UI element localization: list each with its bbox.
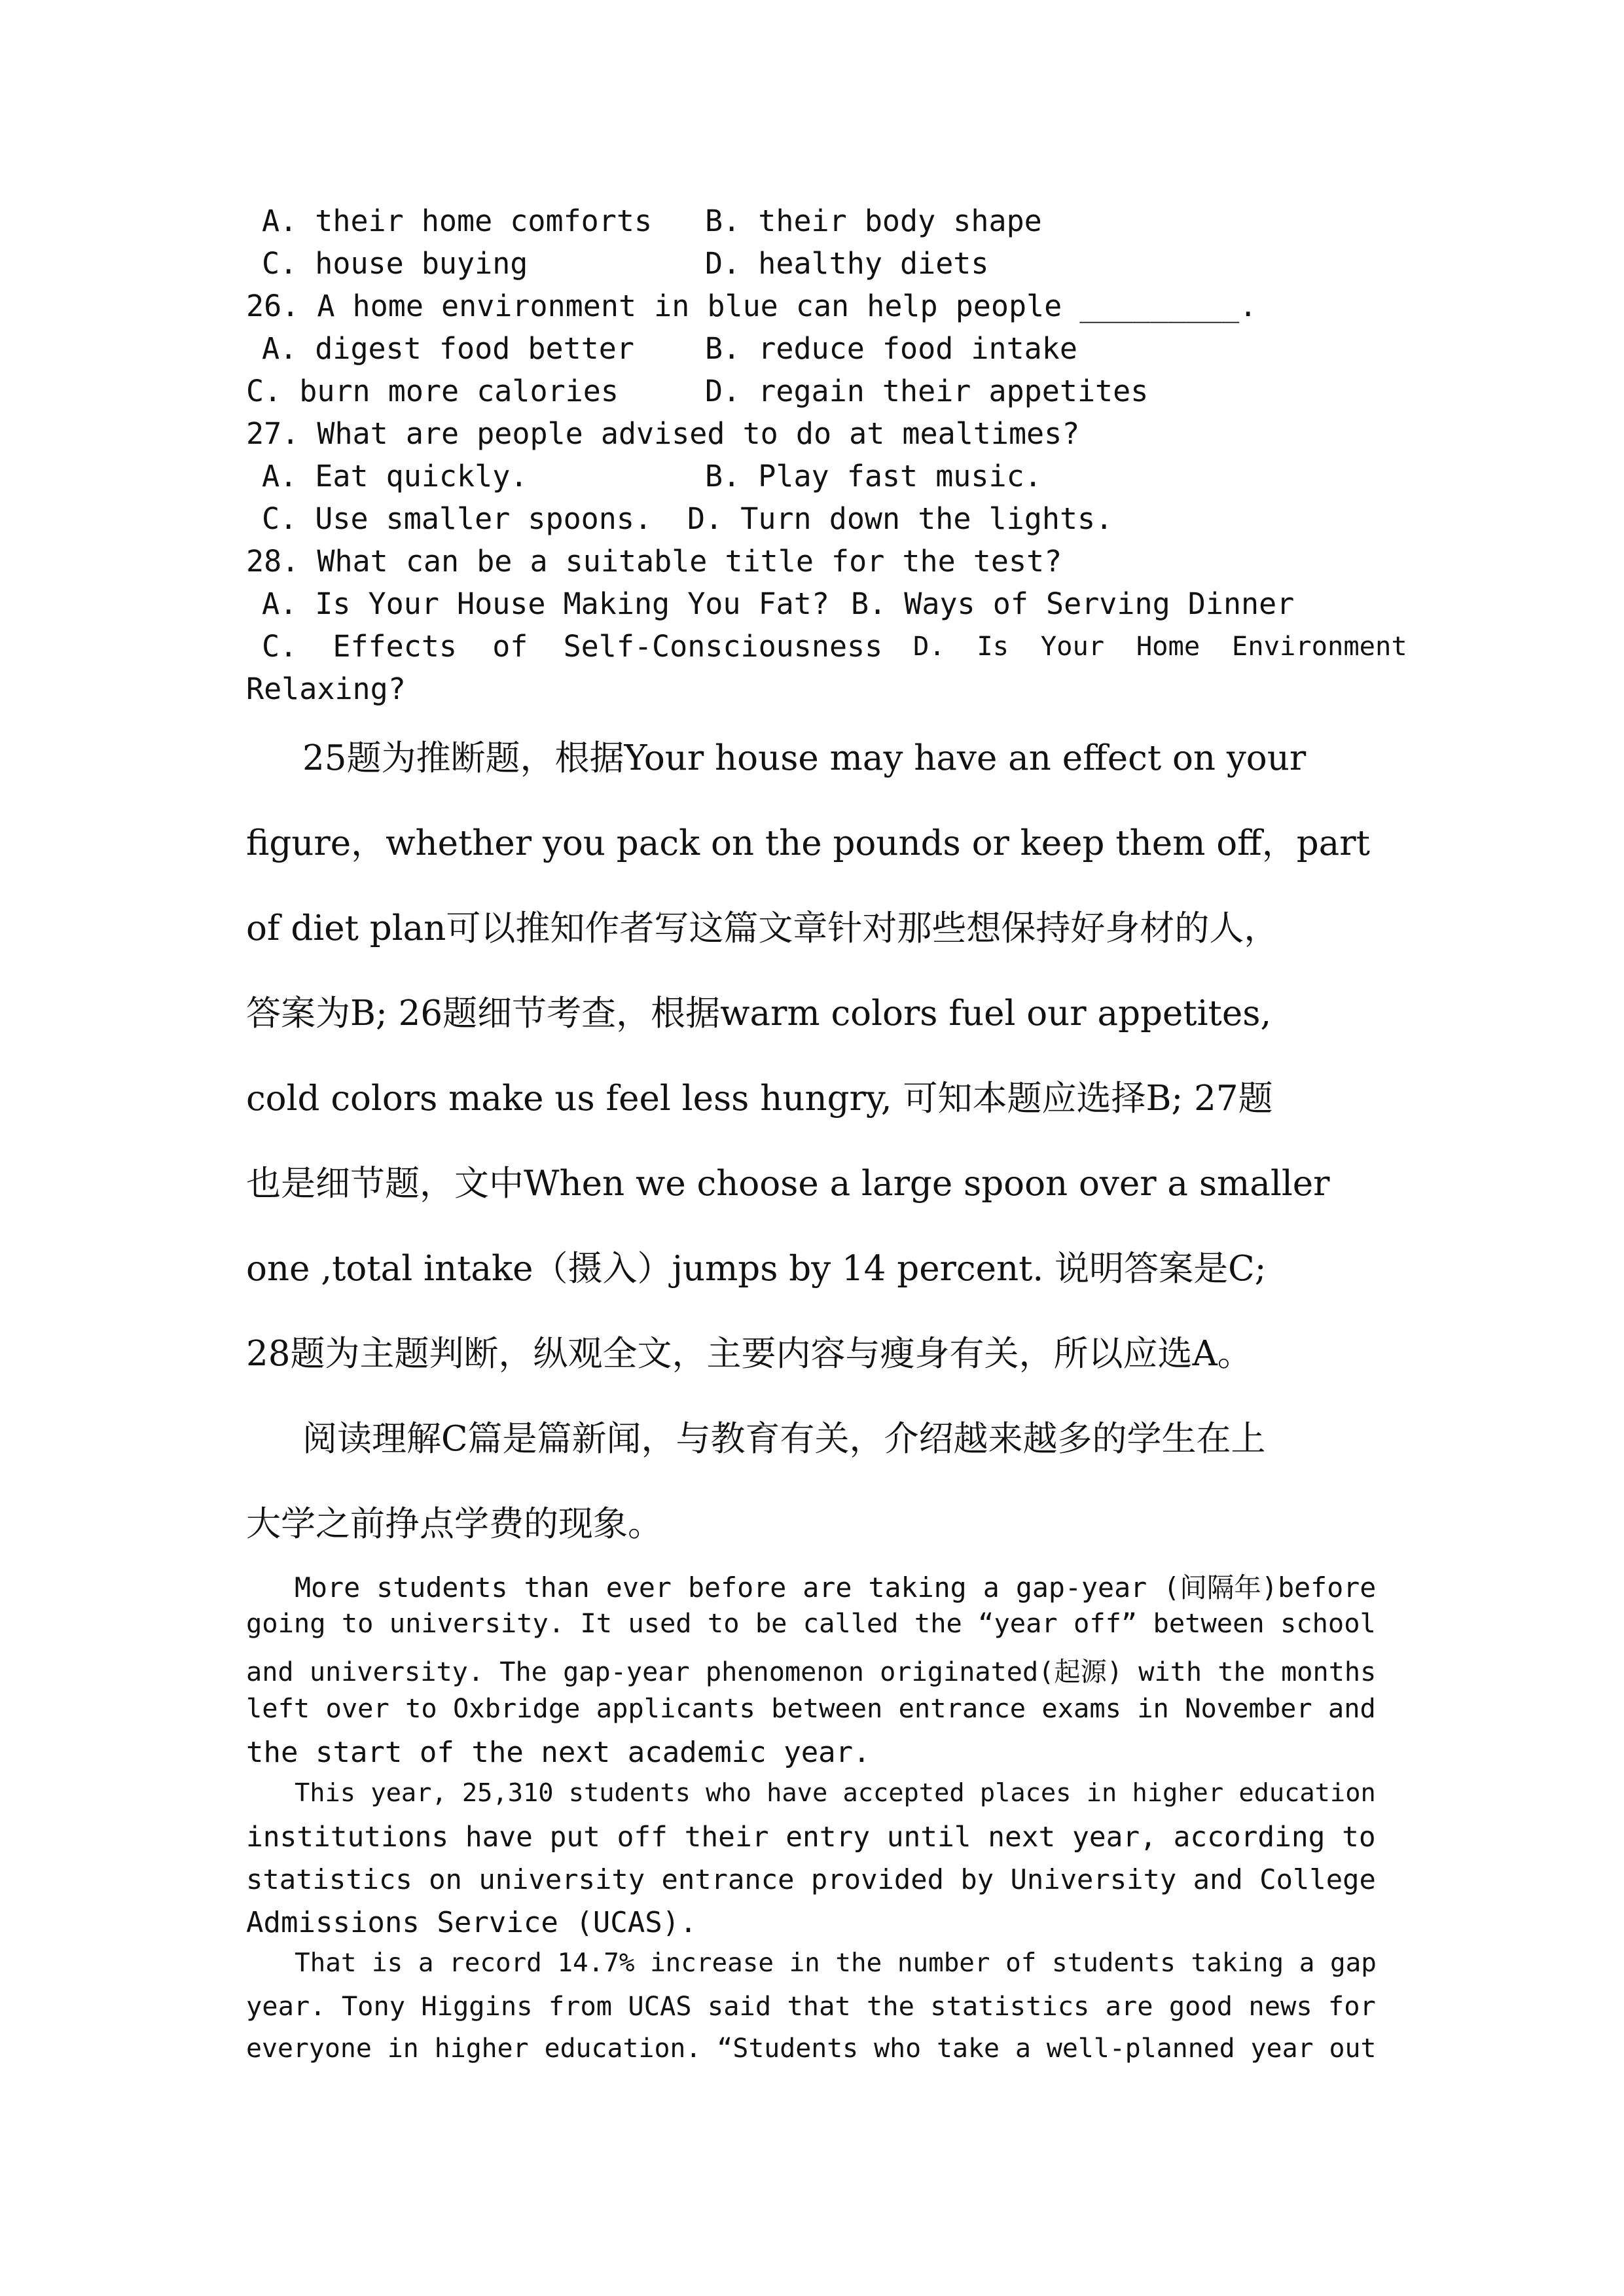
q25-option-b: B. their body shape [705,204,1042,238]
q26-option-d: D. regain their appetites [705,374,1149,408]
q28-option-a: A. Is Your House Making You Fat? [262,586,829,621]
intro-line: 阅读理解C篇是篇新闻，与教育有关，介绍越来越多的学生在上 [302,1419,1266,1459]
q27-option-c: C. Use smaller spoons. [262,501,653,536]
q27-stem: 27. What are people advised to do at mealtimes? [246,416,1080,451]
q25-option-c: C. house buying [262,246,528,281]
q26-stem: 26. A home environment in blue can help people _________. [246,289,1257,323]
passage-line: the start of the next academic year. [246,1736,871,1769]
q25-option-a: A. their home comforts [262,204,653,238]
intro-line: 大学之前挣点学费的现象。 [246,1504,662,1544]
explanation-line: 25题为推断题，根据Your house may have an effect on your [302,738,1307,778]
passage-line: Admissions Service (UCAS). [246,1906,697,1939]
passage-line: going to university. It used to be called the “year off” between school [246,1608,1376,1639]
explanation-line: 答案为B; 26题细节考查，根据warm colors fuel our appetites, [246,994,1272,1033]
q27-option-d: D. Turn down the lights. [687,501,1113,536]
q28-option-c: C. Effects of Self-Consciousness [262,629,883,664]
q26-option-c: C. burn more calories [246,374,619,408]
explanation-line: cold colors make us feel less hungry, 可知本题应选择B; 27题 [246,1079,1273,1119]
passage-line: year. Tony Higgins from UCAS said that the statistics are good news for [246,1991,1376,2022]
q26-option-a: A. digest food better [262,331,634,366]
passage-line: and university. The gap-year phenomenon originated(起源) with the months [246,1657,1377,1687]
passage-line: That is a record 14.7% increase in the number of students taking a gap [295,1948,1377,1978]
passage-line: More students than ever before are taking a gap-year (间隔年)before [295,1571,1377,1604]
q25-option-d: D. healthy diets [705,246,989,281]
passage-line: everyone in higher education. “Students who take a well-planned year out [246,2034,1377,2064]
passage-line: institutions have put off their entry until next year, according to [246,1821,1376,1854]
passage-line: left over to Oxbridge applicants between entrance exams in November and [246,1693,1376,1724]
q28-option-d: D. Is Your Home Environment [913,630,1407,662]
explanation-line: figure，whether you pack on the pounds or keep them off，part [246,823,1370,863]
explanation-line: 也是细节题，文中When we choose a large spoon over a smaller [246,1164,1330,1204]
passage-line: This year, 25,310 students who have accepted places in higher education [295,1778,1376,1808]
q28-option-d-continued: Relaxing? [246,672,406,706]
passage-line: statistics on university entrance provided by University and College [246,1863,1376,1895]
q28-option-b: B. Ways of Serving Dinner [851,586,1295,621]
q27-option-b: B. Play fast music. [705,459,1042,493]
q26-option-b: B. reduce food intake [705,331,1077,366]
explanation-line: 28题为主题判断，纵观全文，主要内容与瘦身有关，所以应选A。 [246,1334,1252,1374]
explanation-line: one ,total intake（摄入）jumps by 14 percent. 说明答案是C; [246,1249,1267,1289]
q27-option-a: A. Eat quickly. [262,459,528,493]
q28-stem: 28. What can be a suitable title for the test? [246,544,1062,579]
explanation-line: of diet plan可以推知作者写这篇文章针对那些想保持好身材的人， [246,908,1279,948]
